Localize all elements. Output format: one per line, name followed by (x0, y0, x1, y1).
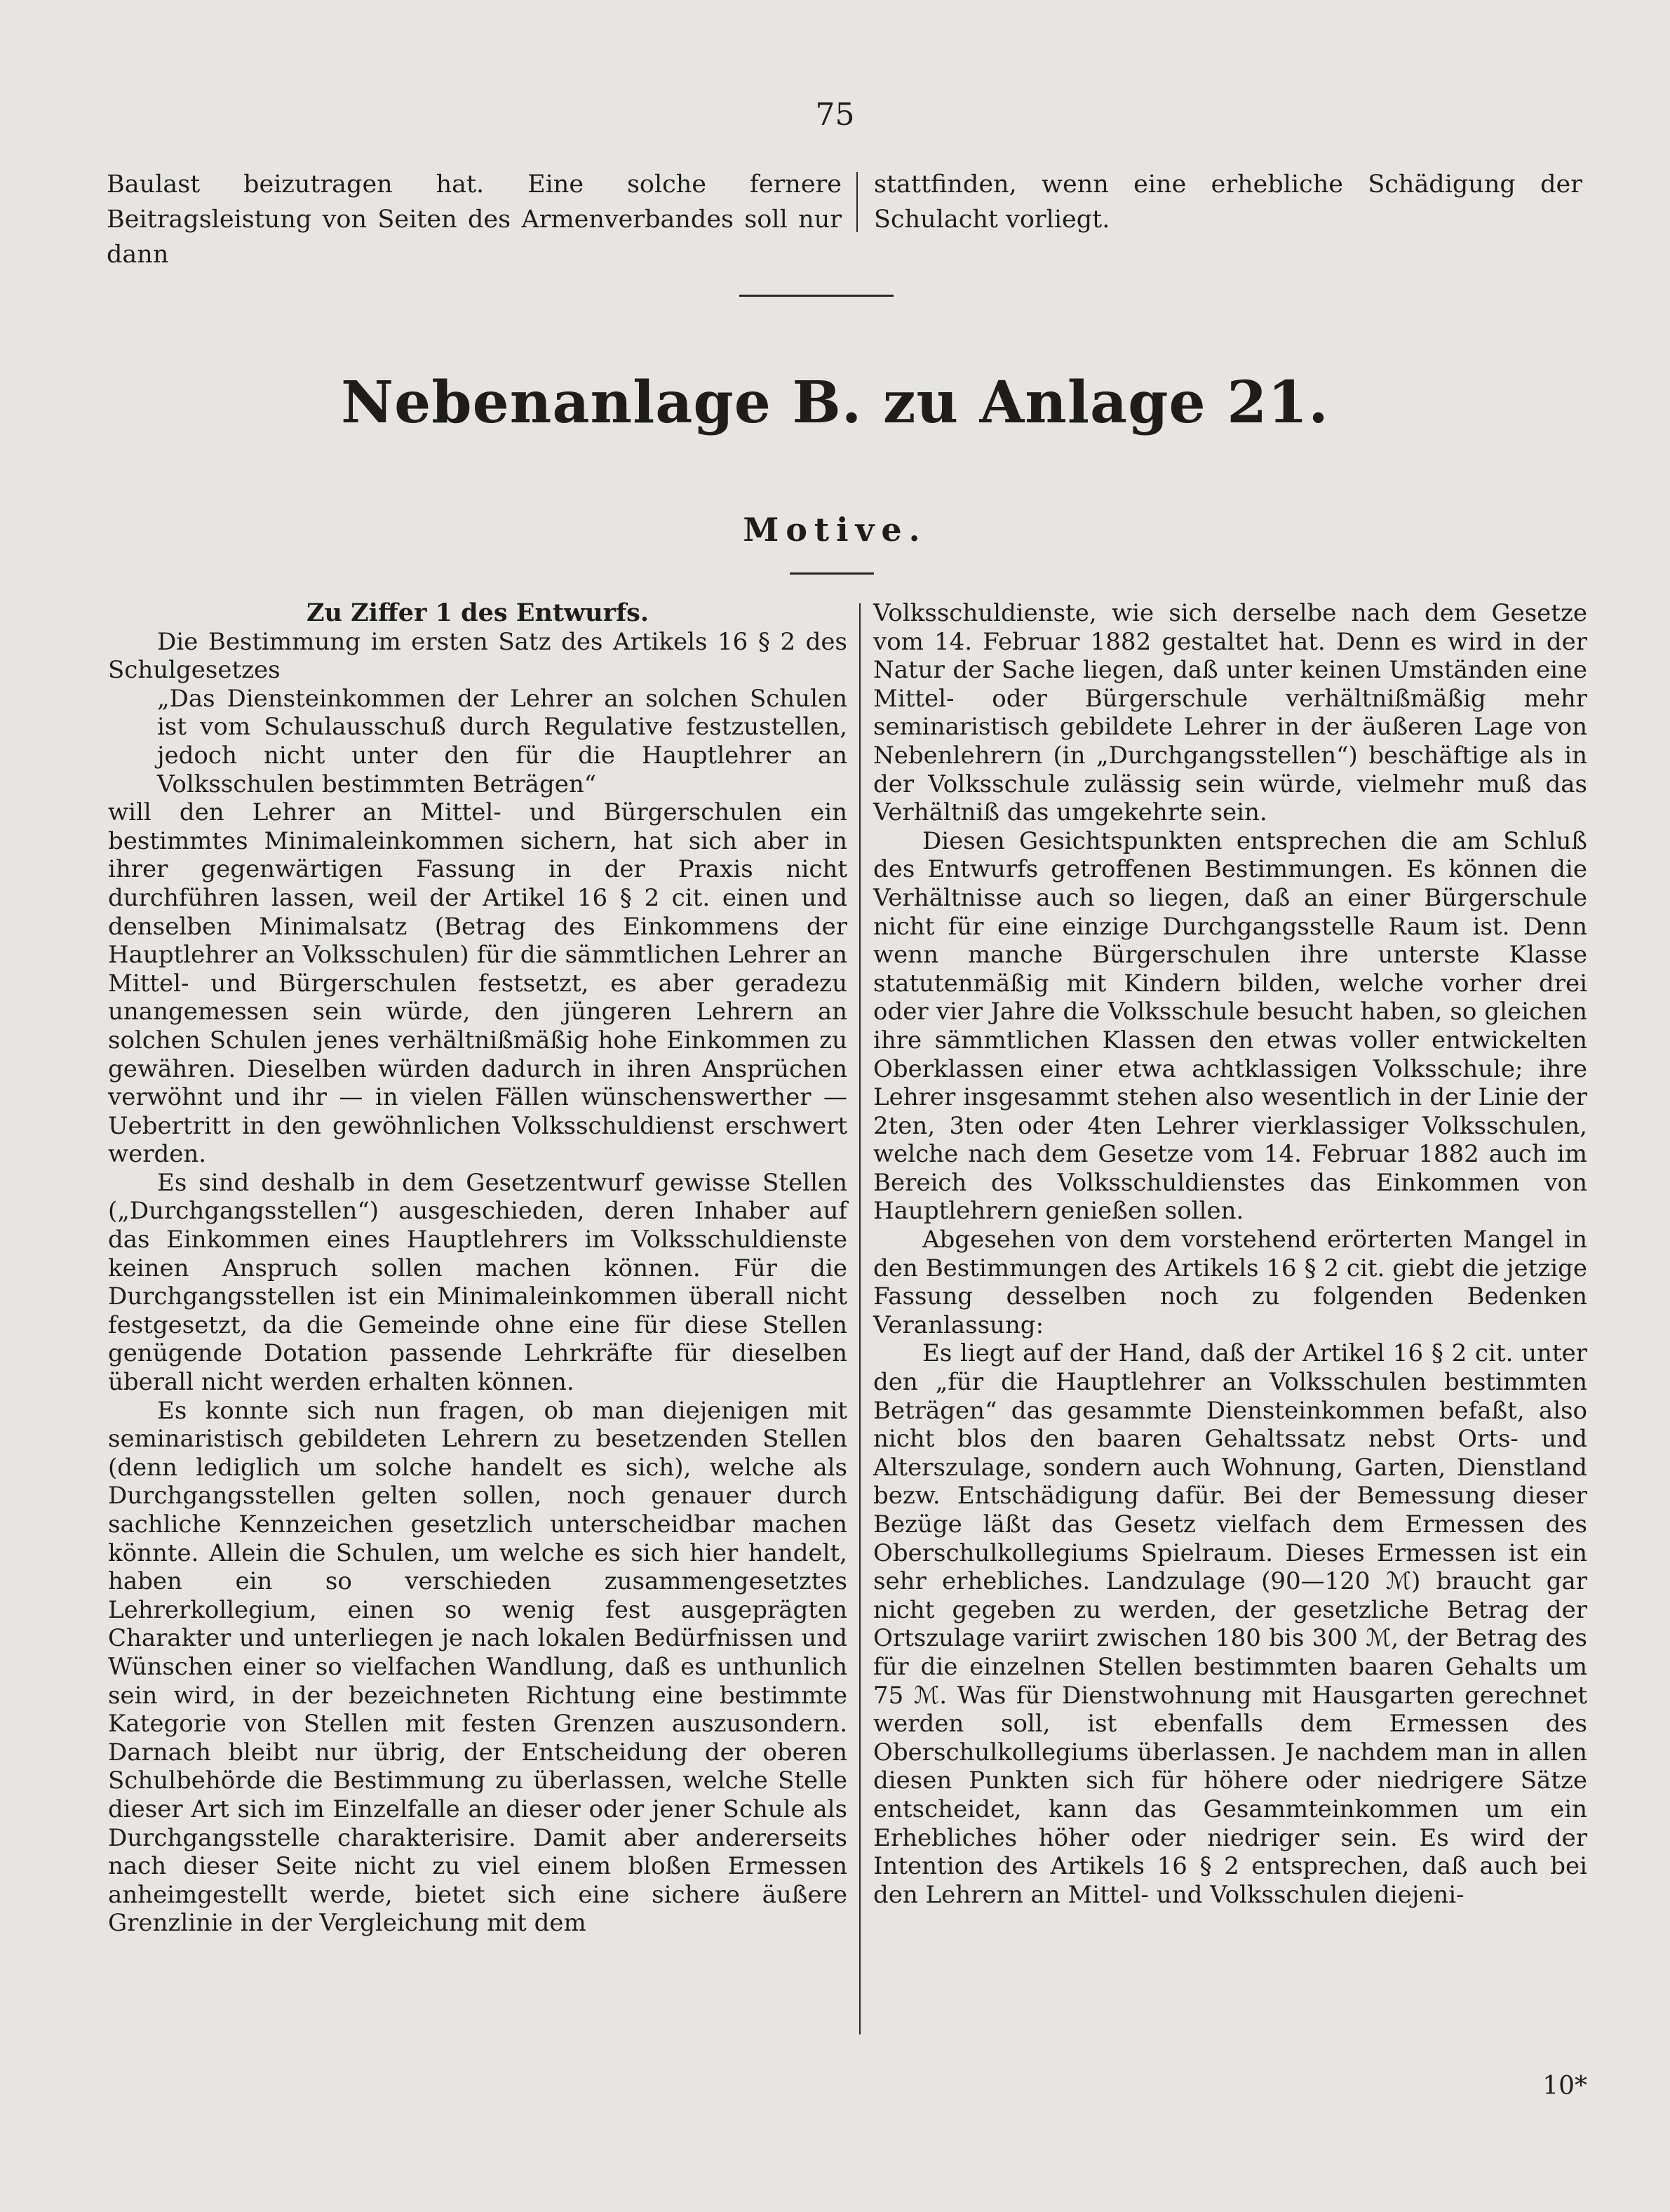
top-column-divider (856, 172, 858, 232)
left-column (108, 599, 847, 1938)
top-left-text: Baulast beizutragen hat. Eine solche fernere Beitragsleistung von Seiten des Armenverbandes soll nur dann (107, 170, 842, 269)
section-subheading: Motive. (743, 511, 927, 549)
right-column (873, 599, 1587, 1909)
document-heading: Nebenanlage B. zu Anlage 21. (341, 369, 1329, 436)
section-title: Zu Ziffer 1 des Entwurfs. (306, 598, 649, 627)
subheading-rule (790, 572, 874, 575)
paragraph: Es liegt auf der Hand, daß der Artikel 16 § 2 cit. unter den „für die Hauptlehrer an Volksschulen bestimmten Beträgen“ das gesammte Diensteinkommen befaßt, also nicht blos den baaren Gehaltssatz nebst Orts- und Alterszulage, sondern auch Wohnung, Garten, Dienstland bezw. Entschädigung dafür. Bei der Bemessung dieser Bezüge läßt das Gesetz vielfach dem Ermessen des Oberschulkollegiums Spielraum. Dieses Ermessen ist ein sehr erhebliches. Landzulage (90—120 ℳ) braucht gar nicht gegeben zu werden, der gesetzliche Betrag der Ortszulage variirt zwischen 180 bis 300 ℳ, der Betrag des für die einzelnen Stellen bestimmten baaren Gehalts um 75 ℳ. Was für Dienstwohnung mit Hausgarten gerechnet werden soll, ist ebenfalls dem Ermessen des Oberschulkollegiums überlassen. Je nachdem man in allen diesen Punkten sich für höhere oder niedrigere Sätze entscheidet, kann das Gesammteinkommen um ein Erhebliches höher oder niedriger sein. Es wird der Intention des Artikels 16 § 2 entsprechen, daß auch bei den Lehrern an Mittel- und Volksschulen diejeni- (873, 1339, 1587, 1909)
paragraph: will den Lehrer an Mittel- und Bürgerschulen ein bestimmtes Minimaleinkommen sichern, hat sich aber in ihrer gegenwärtigen Fassung in der Praxis nicht durchführen lassen, weil der Artikel 16 § 2 cit. einen und denselben Minimalsatz (Betrag des Einkommens der Hauptlehrer an Volksschulen) für die sämmtlichen Lehrer an Mittel- und Bürgerschulen festsetzt, es aber geradezu unangemessen sein würde, den jüngeren Lehrern an solchen Schulen jenes verhältnißmäßig hohe Einkommen zu gewähren. Dieselben würden dadurch in ihren Ansprüchen verwöhnt und ihr — in vielen Fällen wünschenswerther — Uebertritt in den gewöhnlichen Volksschuldienst erschwert werden. (108, 798, 847, 1169)
page-number: 75 (815, 97, 855, 133)
paragraph: Es sind deshalb in dem Gesetzentwurf gewisse Stellen („Durchgangsstellen“) ausgeschieden, deren Inhaber auf das Einkommen eines Hauptlehrers im Volksschuldienste keinen Anspruch sollen machen können. Für die Durchgangsstellen ist ein Minimaleinkommen überall nicht festgesetzt, da die Gemeinde ohne eine für diese Stellen genügende Dotation passende Lehrkräfte für dieselben überall nicht werden erhalten können. (108, 1168, 847, 1397)
paragraph: Es konnte sich nun fragen, ob man diejenigen mit seminaristisch gebildeten Lehrern zu besetzenden Stellen (denn lediglich um solche handelt es sich), welche als Durchgangsstellen gelten sollen, noch genauer durch sachliche Kennzeichen gesetzlich unterscheidbar machen könnte. Allein die Schulen, um welche es sich hier handelt, haben ein so verschieden zusammengesetztes Lehrerkollegium, einen so wenig fest ausgeprägten Charakter und unterliegen je nach lokalen Bedürfnissen und Wünschen einer so vielfachen Wandlung, daß es unthunlich sein wird, in der bezeichneten Richtung eine bestimmte Kategorie von Stellen mit festen Grenzen auszusondern. Darnach bleibt nur übrig, der Entscheidung der oberen Schulbehörde die Bestimmung zu überlassen, welche Stelle dieser Art sich im Einzelfalle an dieser oder jener Schule als Durchgangsstelle charakterisire. Damit aber andererseits nach dieser Seite nicht zu viel einem bloßen Ermessen anheimgestellt werde, bietet sich eine sichere äußere Grenzlinie in der Vergleichung mit dem (108, 1396, 847, 1938)
paragraph: Diesen Gesichtspunkten entsprechen die am Schluß des Entwurfs getroffenen Bestimmungen. Es können die Verhältnisse auch so liegen, daß an einer Bürgerschule nicht für eine einzige Durchgangsstelle Raum ist. Denn wenn manche Bürgerschulen ihre unterste Klasse statutenmäßig mit Kindern bilden, welche vorher drei oder vier Jahre die Volksschule besucht haben, so gleichen ihre sämmtlichen Klassen den etwas voller entwickelten Oberklassen einer etwa achtklassigen Volksschule; ihre Lehrer insgesammt stehen also wesentlich in der Linie der 2ten, 3ten oder 4ten Lehrer vierklassiger Volksschulen, welche nach dem Gesetze vom 14. Februar 1882 auch im Bereich des Volksschuldienstes das Einkommen von Hauptlehrern genießen sollen. (873, 826, 1587, 1226)
paragraph: Volksschuldienste, wie sich derselbe nach dem Gesetze vom 14. Februar 1882 gestaltet hat. Denn es wird in der Natur der Sache liegen, daß unter keinen Umständen eine Mittel- oder Bürgerschule verhältnißmäßig mehr seminaristisch gebildete Lehrer in der äußeren Lage von Nebenlehrern (in „Durchgangsstellen“) beschäftige als in der Volksschule zulässig sein würde, vielmehr muß das Verhältniß das umgekehrte sein. (873, 599, 1587, 827)
column-divider (859, 603, 861, 2035)
quoted-law-text: „Das Diensteinkommen der Lehrer an solchen Schulen ist vom Schulausschuß durch Regulative festzustellen, jedoch nicht unter den für die Hauptlehrer an Volksschulen bestimmten Beträgen“ (157, 684, 847, 798)
paragraph: Die Bestimmung im ersten Satz des Artikels 16 § 2 des Schulgesetzes (108, 627, 847, 685)
signature-mark: 10* (1542, 2072, 1587, 2100)
top-right-text: stattfinden, wenn eine erhebliche Schädigung der Schulacht vorliegt. (874, 170, 1582, 234)
separator-rule (739, 295, 894, 297)
paragraph: Abgesehen von dem vorstehend erörterten Mangel in den Bestimmungen des Artikels 16 § 2 cit. giebt die jetzige Fassung desselben noch zu folgenden Bedenken Veranlassung: (873, 1226, 1587, 1339)
